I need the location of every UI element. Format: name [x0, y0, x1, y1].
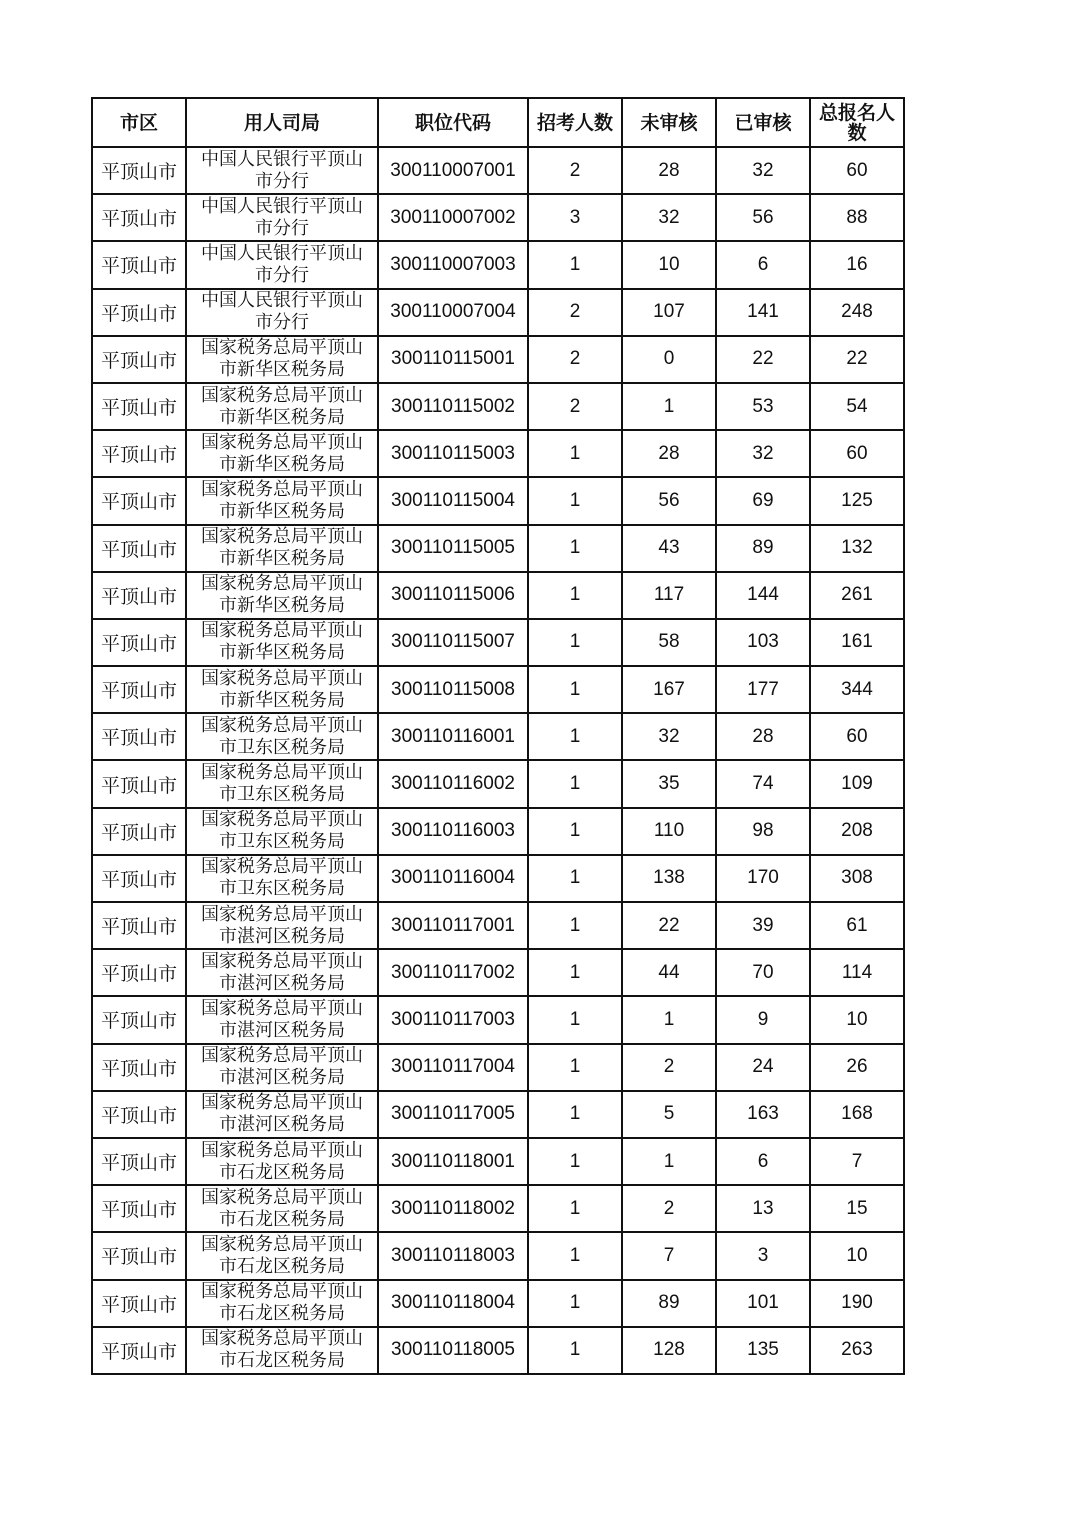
cell-total: 16 — [810, 241, 904, 288]
cell-unreviewed: 0 — [622, 336, 716, 383]
cell-position-code: 300110007001 — [378, 147, 528, 194]
department-line-1: 国家税务总局平顶山 — [201, 1139, 363, 1161]
cell-total: 168 — [810, 1091, 904, 1138]
department-line-1: 国家税务总局平顶山 — [201, 337, 363, 359]
cell-unreviewed: 32 — [622, 194, 716, 241]
cell-city: 平顶山市 — [92, 383, 186, 430]
cell-position-code: 300110116002 — [378, 760, 528, 807]
department-line-2: 市卫东区税务局 — [219, 878, 345, 900]
department-line-1: 国家税务总局平顶山 — [201, 1328, 363, 1350]
table-row — [92, 808, 904, 855]
cell-total: 132 — [810, 525, 904, 572]
department-line-2: 市新华区税务局 — [219, 453, 345, 475]
cell-unreviewed: 2 — [622, 1185, 716, 1232]
table-row — [92, 194, 904, 241]
cell-quota: 1 — [528, 525, 622, 572]
department-line-2: 市石龙区税务局 — [219, 1161, 345, 1183]
cell-department — [186, 902, 378, 949]
cell-quota: 1 — [528, 808, 622, 855]
table-row — [92, 289, 904, 336]
department-line-2: 市分行 — [255, 170, 309, 192]
cell-unreviewed: 32 — [622, 713, 716, 760]
department-line-2: 市卫东区税务局 — [219, 736, 345, 758]
cell-total: 60 — [810, 147, 904, 194]
cell-position-code: 300110115001 — [378, 336, 528, 383]
cell-city: 平顶山市 — [92, 1280, 186, 1327]
cell-reviewed: 3 — [716, 1232, 810, 1279]
cell-reviewed: 24 — [716, 1044, 810, 1091]
registration-table — [91, 97, 905, 1375]
cell-quota: 1 — [528, 430, 622, 477]
cell-city: 平顶山市 — [92, 289, 186, 336]
cell-position-code: 300110115005 — [378, 525, 528, 572]
cell-quota: 1 — [528, 619, 622, 666]
cell-department — [186, 477, 378, 524]
cell-city: 平顶山市 — [92, 996, 186, 1043]
cell-unreviewed: 28 — [622, 147, 716, 194]
table-row — [92, 477, 904, 524]
cell-city: 平顶山市 — [92, 1044, 186, 1091]
cell-quota: 1 — [528, 760, 622, 807]
department-line-1: 国家税务总局平顶山 — [201, 762, 363, 784]
cell-reviewed: 39 — [716, 902, 810, 949]
cell-department — [186, 241, 378, 288]
cell-city: 平顶山市 — [92, 147, 186, 194]
cell-unreviewed: 89 — [622, 1280, 716, 1327]
table-row — [92, 902, 904, 949]
header-department: 用人司局 — [186, 98, 378, 147]
cell-quota: 1 — [528, 1232, 622, 1279]
header-unreviewed: 未审核 — [622, 98, 716, 147]
cell-position-code: 300110118001 — [378, 1138, 528, 1185]
cell-reviewed: 141 — [716, 289, 810, 336]
department-line-2: 市卫东区税务局 — [219, 784, 345, 806]
department-line-2: 市湛河区税务局 — [219, 925, 345, 947]
cell-unreviewed: 58 — [622, 619, 716, 666]
cell-reviewed: 32 — [716, 147, 810, 194]
department-line-2: 市石龙区税务局 — [219, 1208, 345, 1230]
cell-quota: 1 — [528, 241, 622, 288]
cell-position-code: 300110007003 — [378, 241, 528, 288]
cell-department — [186, 1280, 378, 1327]
department-line-1: 国家税务总局平顶山 — [201, 384, 363, 406]
cell-total: 60 — [810, 713, 904, 760]
cell-city: 平顶山市 — [92, 760, 186, 807]
cell-reviewed: 89 — [716, 525, 810, 572]
table-row — [92, 949, 904, 996]
cell-city: 平顶山市 — [92, 713, 186, 760]
cell-city: 平顶山市 — [92, 619, 186, 666]
cell-quota: 1 — [528, 1044, 622, 1091]
cell-quota: 1 — [528, 1091, 622, 1138]
cell-position-code: 300110116004 — [378, 855, 528, 902]
cell-department — [186, 1091, 378, 1138]
cell-position-code: 300110118004 — [378, 1280, 528, 1327]
cell-unreviewed: 22 — [622, 902, 716, 949]
cell-reviewed: 70 — [716, 949, 810, 996]
table-row — [92, 1138, 904, 1185]
cell-department — [186, 996, 378, 1043]
department-line-1: 中国人民银行平顶山 — [201, 148, 363, 170]
cell-department — [186, 1327, 378, 1374]
cell-reviewed: 144 — [716, 572, 810, 619]
cell-unreviewed: 2 — [622, 1044, 716, 1091]
department-line-2: 市分行 — [255, 264, 309, 286]
cell-total: 7 — [810, 1138, 904, 1185]
cell-quota: 2 — [528, 289, 622, 336]
table-row — [92, 1185, 904, 1232]
cell-quota: 1 — [528, 1185, 622, 1232]
cell-city: 平顶山市 — [92, 430, 186, 477]
department-line-1: 国家税务总局平顶山 — [201, 856, 363, 878]
cell-position-code: 300110118003 — [378, 1232, 528, 1279]
department-line-2: 市石龙区税务局 — [219, 1350, 345, 1372]
department-line-1: 国家税务总局平顶山 — [201, 1186, 363, 1208]
cell-department — [186, 666, 378, 713]
header-reviewed: 已审核 — [716, 98, 810, 147]
cell-unreviewed: 117 — [622, 572, 716, 619]
department-line-1: 中国人民银行平顶山 — [201, 195, 363, 217]
cell-quota: 1 — [528, 666, 622, 713]
department-line-2: 市分行 — [255, 217, 309, 239]
cell-city: 平顶山市 — [92, 666, 186, 713]
department-line-1: 国家税务总局平顶山 — [201, 431, 363, 453]
table-row — [92, 1044, 904, 1091]
cell-reviewed: 170 — [716, 855, 810, 902]
department-line-2: 市石龙区税务局 — [219, 1303, 345, 1325]
cell-reviewed: 177 — [716, 666, 810, 713]
table-row — [92, 619, 904, 666]
cell-department — [186, 572, 378, 619]
cell-quota: 2 — [528, 336, 622, 383]
cell-unreviewed: 1 — [622, 383, 716, 430]
cell-quota: 1 — [528, 902, 622, 949]
department-line-1: 国家税务总局平顶山 — [201, 573, 363, 595]
table-row — [92, 760, 904, 807]
table-row — [92, 1232, 904, 1279]
table-row — [92, 1280, 904, 1327]
cell-reviewed: 163 — [716, 1091, 810, 1138]
cell-department — [186, 1232, 378, 1279]
header-position-code: 职位代码 — [378, 98, 528, 147]
header-row — [92, 98, 904, 147]
cell-reviewed: 9 — [716, 996, 810, 1043]
department-line-2: 市新华区税务局 — [219, 406, 345, 428]
cell-unreviewed: 167 — [622, 666, 716, 713]
cell-quota: 1 — [528, 949, 622, 996]
table-row — [92, 147, 904, 194]
cell-department — [186, 1185, 378, 1232]
cell-city: 平顶山市 — [92, 572, 186, 619]
cell-total: 10 — [810, 996, 904, 1043]
cell-city: 平顶山市 — [92, 241, 186, 288]
cell-quota: 2 — [528, 147, 622, 194]
table-row — [92, 1327, 904, 1374]
cell-reviewed: 56 — [716, 194, 810, 241]
cell-total: 61 — [810, 902, 904, 949]
cell-total: 344 — [810, 666, 904, 713]
department-line-2: 市新华区税务局 — [219, 359, 345, 381]
cell-position-code: 300110118002 — [378, 1185, 528, 1232]
cell-reviewed: 98 — [716, 808, 810, 855]
cell-total: 208 — [810, 808, 904, 855]
cell-quota: 1 — [528, 572, 622, 619]
cell-unreviewed: 138 — [622, 855, 716, 902]
department-line-1: 中国人民银行平顶山 — [201, 290, 363, 312]
cell-total: 308 — [810, 855, 904, 902]
cell-unreviewed: 128 — [622, 1327, 716, 1374]
cell-city: 平顶山市 — [92, 1327, 186, 1374]
department-line-2: 市卫东区税务局 — [219, 831, 345, 853]
cell-reviewed: 6 — [716, 1138, 810, 1185]
cell-total: 114 — [810, 949, 904, 996]
cell-city: 平顶山市 — [92, 336, 186, 383]
cell-unreviewed: 56 — [622, 477, 716, 524]
department-line-1: 国家税务总局平顶山 — [201, 1233, 363, 1255]
cell-unreviewed: 1 — [622, 996, 716, 1043]
cell-unreviewed: 43 — [622, 525, 716, 572]
cell-reviewed: 32 — [716, 430, 810, 477]
cell-unreviewed: 110 — [622, 808, 716, 855]
cell-department — [186, 430, 378, 477]
cell-department — [186, 760, 378, 807]
cell-total: 161 — [810, 619, 904, 666]
cell-department — [186, 289, 378, 336]
department-line-2: 市湛河区税务局 — [219, 1019, 345, 1041]
cell-position-code: 300110117003 — [378, 996, 528, 1043]
cell-position-code: 300110118005 — [378, 1327, 528, 1374]
cell-quota: 1 — [528, 996, 622, 1043]
cell-total: 125 — [810, 477, 904, 524]
department-line-1: 国家税务总局平顶山 — [201, 667, 363, 689]
department-line-2: 市新华区税务局 — [219, 642, 345, 664]
cell-quota: 3 — [528, 194, 622, 241]
department-line-1: 国家税务总局平顶山 — [201, 903, 363, 925]
cell-reviewed: 74 — [716, 760, 810, 807]
cell-unreviewed: 5 — [622, 1091, 716, 1138]
cell-total: 10 — [810, 1232, 904, 1279]
cell-city: 平顶山市 — [92, 194, 186, 241]
department-line-1: 中国人民银行平顶山 — [201, 242, 363, 264]
department-line-1: 国家税务总局平顶山 — [201, 526, 363, 548]
department-line-1: 国家税务总局平顶山 — [201, 620, 363, 642]
department-line-2: 市湛河区税务局 — [219, 972, 345, 994]
department-line-2: 市新华区税务局 — [219, 689, 345, 711]
department-line-1: 国家税务总局平顶山 — [201, 478, 363, 500]
cell-total: 26 — [810, 1044, 904, 1091]
cell-reviewed: 28 — [716, 713, 810, 760]
cell-city: 平顶山市 — [92, 1232, 186, 1279]
table-row — [92, 430, 904, 477]
cell-unreviewed: 35 — [622, 760, 716, 807]
department-line-1: 国家税务总局平顶山 — [201, 1045, 363, 1067]
cell-quota: 1 — [528, 713, 622, 760]
cell-position-code: 300110117002 — [378, 949, 528, 996]
cell-department — [186, 194, 378, 241]
cell-department — [186, 619, 378, 666]
cell-total: 190 — [810, 1280, 904, 1327]
cell-quota: 2 — [528, 383, 622, 430]
cell-quota: 1 — [528, 1280, 622, 1327]
cell-unreviewed: 7 — [622, 1232, 716, 1279]
department-line-2: 市湛河区税务局 — [219, 1114, 345, 1136]
cell-city: 平顶山市 — [92, 525, 186, 572]
cell-total: 263 — [810, 1327, 904, 1374]
department-line-1: 国家税务总局平顶山 — [201, 1281, 363, 1303]
cell-city: 平顶山市 — [92, 808, 186, 855]
department-line-2: 市湛河区税务局 — [219, 1067, 345, 1089]
department-line-1: 国家税务总局平顶山 — [201, 1092, 363, 1114]
table-row — [92, 996, 904, 1043]
department-line-2: 市分行 — [255, 312, 309, 334]
cell-position-code: 300110007004 — [378, 289, 528, 336]
cell-city: 平顶山市 — [92, 902, 186, 949]
cell-department — [186, 147, 378, 194]
cell-city: 平顶山市 — [92, 1138, 186, 1185]
cell-department — [186, 525, 378, 572]
department-line-2: 市新华区税务局 — [219, 500, 345, 522]
cell-position-code: 300110115007 — [378, 619, 528, 666]
cell-reviewed: 101 — [716, 1280, 810, 1327]
cell-quota: 1 — [528, 855, 622, 902]
cell-total: 109 — [810, 760, 904, 807]
cell-position-code: 300110115006 — [378, 572, 528, 619]
table-body — [92, 147, 904, 1374]
table-row — [92, 572, 904, 619]
department-line-2: 市新华区税务局 — [219, 548, 345, 570]
cell-position-code: 300110117001 — [378, 902, 528, 949]
cell-department — [186, 1044, 378, 1091]
cell-position-code: 300110115002 — [378, 383, 528, 430]
cell-reviewed: 103 — [716, 619, 810, 666]
cell-unreviewed: 1 — [622, 1138, 716, 1185]
cell-position-code: 300110116001 — [378, 713, 528, 760]
department-line-1: 国家税务总局平顶山 — [201, 809, 363, 831]
department-line-2: 市新华区税务局 — [219, 595, 345, 617]
cell-reviewed: 6 — [716, 241, 810, 288]
cell-department — [186, 808, 378, 855]
cell-total: 261 — [810, 572, 904, 619]
cell-department — [186, 1138, 378, 1185]
cell-city: 平顶山市 — [92, 477, 186, 524]
cell-unreviewed: 28 — [622, 430, 716, 477]
cell-department — [186, 383, 378, 430]
cell-position-code: 300110007002 — [378, 194, 528, 241]
header-total-applicants: 总报名人数 — [810, 98, 904, 147]
cell-position-code: 300110115008 — [378, 666, 528, 713]
cell-reviewed: 69 — [716, 477, 810, 524]
cell-reviewed: 22 — [716, 336, 810, 383]
cell-position-code: 300110115003 — [378, 430, 528, 477]
cell-unreviewed: 107 — [622, 289, 716, 336]
cell-reviewed: 13 — [716, 1185, 810, 1232]
header-city: 市区 — [92, 98, 186, 147]
cell-position-code: 300110117005 — [378, 1091, 528, 1138]
cell-total: 54 — [810, 383, 904, 430]
cell-unreviewed: 10 — [622, 241, 716, 288]
cell-department — [186, 336, 378, 383]
cell-reviewed: 53 — [716, 383, 810, 430]
cell-total: 88 — [810, 194, 904, 241]
cell-city: 平顶山市 — [92, 949, 186, 996]
cell-department — [186, 855, 378, 902]
cell-city: 平顶山市 — [92, 855, 186, 902]
cell-city: 平顶山市 — [92, 1091, 186, 1138]
header-quota: 招考人数 — [528, 98, 622, 147]
cell-quota: 1 — [528, 477, 622, 524]
cell-department — [186, 949, 378, 996]
cell-reviewed: 135 — [716, 1327, 810, 1374]
cell-position-code: 300110115004 — [378, 477, 528, 524]
cell-total: 248 — [810, 289, 904, 336]
table-row — [92, 1091, 904, 1138]
table-row — [92, 666, 904, 713]
table-row — [92, 855, 904, 902]
cell-unreviewed: 44 — [622, 949, 716, 996]
department-line-1: 国家税务总局平顶山 — [201, 714, 363, 736]
department-line-1: 国家税务总局平顶山 — [201, 997, 363, 1019]
table-row — [92, 383, 904, 430]
table-row — [92, 713, 904, 760]
cell-total: 22 — [810, 336, 904, 383]
cell-position-code: 300110117004 — [378, 1044, 528, 1091]
table-row — [92, 525, 904, 572]
cell-quota: 1 — [528, 1327, 622, 1374]
cell-position-code: 300110116003 — [378, 808, 528, 855]
table-row — [92, 241, 904, 288]
cell-quota: 1 — [528, 1138, 622, 1185]
department-line-2: 市石龙区税务局 — [219, 1255, 345, 1277]
cell-total: 60 — [810, 430, 904, 477]
cell-department — [186, 713, 378, 760]
cell-city: 平顶山市 — [92, 1185, 186, 1232]
department-line-1: 国家税务总局平顶山 — [201, 950, 363, 972]
table-row — [92, 336, 904, 383]
cell-total: 15 — [810, 1185, 904, 1232]
